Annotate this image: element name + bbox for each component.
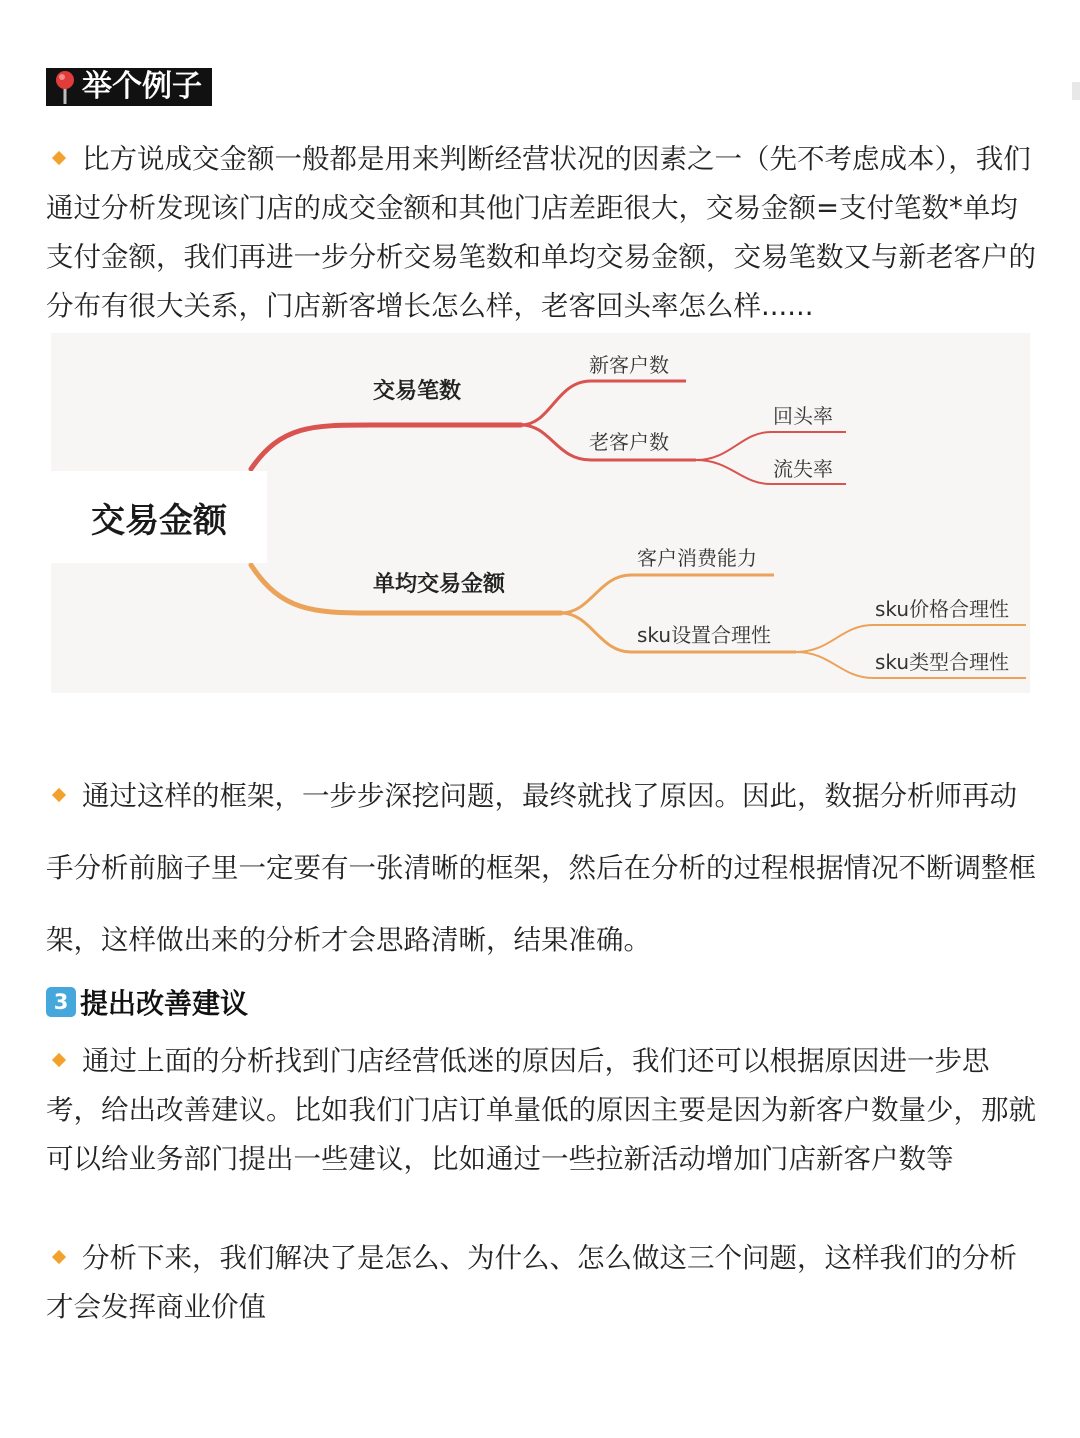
framework-paragraph-text: 通过这样的框架，一步步深挖问题，最终就找了原因。因此，数据分析师再动手分析前脑子里一定要有一张清晰的框架，然后在分析的过程根据情况不断调整框架，这样做出来的分析才会思路清晰，结果准确。	[46, 780, 1036, 956]
node-sku-price: sku价格合理性	[875, 597, 1010, 621]
example-title: 举个例子	[82, 69, 202, 104]
node-new-customers: 新客户数	[589, 353, 669, 377]
orange-diamond-icon	[52, 1053, 66, 1067]
node-churn-rate: 流失率	[773, 457, 833, 481]
section3-heading	[46, 982, 248, 1022]
node-avg-transaction-amount: 单均交易金额	[373, 572, 506, 597]
suggestion-paragraph-1	[46, 1037, 1036, 1184]
connector-top-new	[521, 381, 686, 425]
framework-paragraph	[46, 760, 1036, 976]
node-spending-power: 客户消费能力	[637, 546, 757, 570]
edge-scroll-mark	[1072, 82, 1080, 100]
node-old-customers: 老客户数	[589, 430, 669, 454]
node-sku-setup: sku设置合理性	[637, 623, 772, 647]
connector-bottom-ability	[561, 575, 774, 613]
example-paragraph-text: 比方说成交金额一般都是用来判断经营状况的因素之一（先不考虑成本），我们通过分析发现该门店的成交金额和其他门店差距很大，交易金额=支付笔数*单均支付金额，我们再进一步分析交易笔数和单均交易金额，交易笔数又与新老客户的分布有很大关系，门店新客增长怎么样，老客回头率怎么样......	[46, 143, 1036, 322]
suggestion-paragraph-1-text: 通过上面的分析找到门店经营低迷的原因后，我们还可以根据原因进一步思考，给出改善建议。比如我们门店订单量低的原因主要是因为新客户数量少，那就可以给业务部门提出一些建议，比如通过一些拉新活动增加门店新客户数等	[46, 1045, 1036, 1175]
section3-title: 提出改善建议	[80, 987, 249, 1020]
node-transaction-count: 交易笔数	[373, 379, 462, 404]
node-return-rate: 回头率	[773, 404, 833, 428]
keycap-3-icon: 3	[46, 987, 76, 1017]
mindmap-diagram	[51, 333, 1030, 693]
orange-diamond-icon	[52, 1250, 66, 1264]
example-title-badge	[46, 68, 212, 106]
mindmap-root: 交易金额	[51, 471, 267, 563]
orange-diamond-icon	[52, 788, 66, 802]
node-sku-type: sku类型合理性	[875, 650, 1010, 674]
suggestion-paragraph-2-text: 分析下来，我们解决了是怎么、为什么、怎么做这三个问题，这样我们的分析才会发挥商业价值	[46, 1242, 1017, 1323]
example-paragraph	[46, 135, 1036, 331]
orange-diamond-icon	[52, 151, 66, 165]
suggestion-paragraph-2	[46, 1234, 1036, 1332]
pushpin-icon	[50, 70, 80, 104]
connector-root-top	[251, 425, 521, 469]
